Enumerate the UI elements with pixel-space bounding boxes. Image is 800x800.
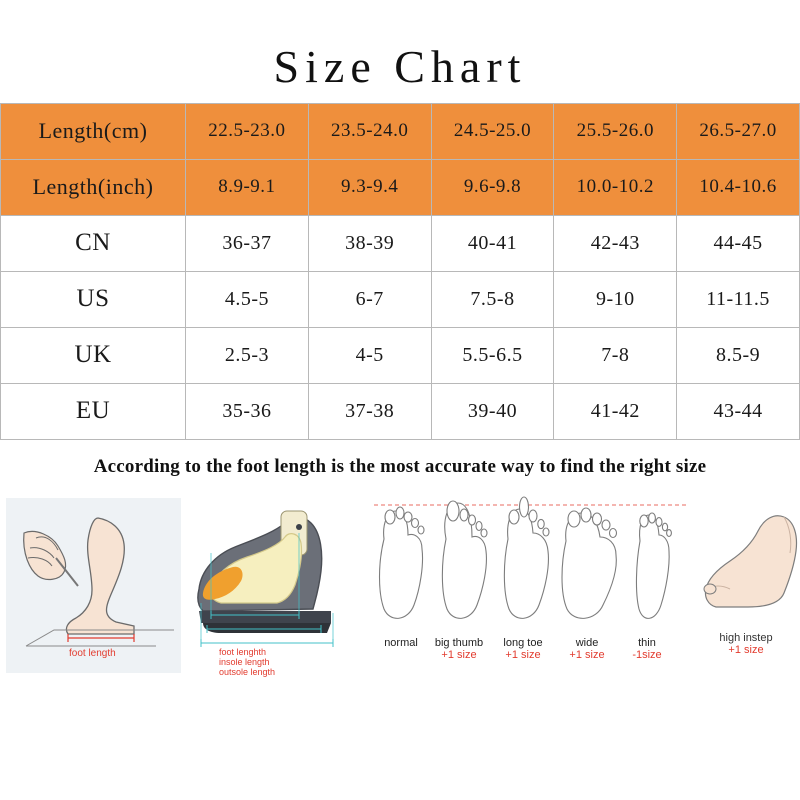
- size-chart-table: [0, 103, 800, 440]
- cell-cn-3: 40-41: [431, 215, 554, 271]
- foot-type-long-toe: [492, 635, 554, 661]
- foot-type-thin-adjust: -1size: [632, 648, 662, 661]
- foot-types-illustration: [366, 493, 696, 693]
- high-instep-icon: [696, 493, 800, 633]
- foot-type-long-toe-label: long toe: [503, 636, 543, 649]
- table-row: [1, 271, 800, 327]
- foot-type-normal-label: normal: [384, 636, 418, 649]
- foot-type-thin-label: thin: [638, 636, 656, 649]
- high-instep-adjust: +1 size: [728, 643, 764, 656]
- cell-length-cm-2: 23.5-24.0: [308, 103, 431, 159]
- row-header-cn: CN: [1, 215, 186, 271]
- high-instep-illustration: [696, 493, 796, 673]
- cell-uk-3: 5.5-6.5: [431, 327, 554, 383]
- cell-cn-4: 42-43: [554, 215, 677, 271]
- row-header-us: US: [1, 271, 186, 327]
- shoe-label-outsole-length: outsole length: [219, 666, 276, 677]
- foot-type-long-toe-adjust: +1 size: [505, 648, 541, 661]
- foot-types-icon: [366, 493, 696, 643]
- cell-length-inch-1: 8.9-9.1: [186, 159, 309, 215]
- table-row: [1, 103, 800, 159]
- illustrations-row: [0, 488, 800, 718]
- cell-length-inch-4: 10.0-10.2: [554, 159, 677, 215]
- cell-eu-3: 39-40: [431, 383, 554, 439]
- cell-us-2: 6-7: [308, 271, 431, 327]
- foot-type-thin: [616, 635, 678, 661]
- page-title: Size Chart: [273, 41, 527, 92]
- foot-length-diagram-icon: [6, 498, 181, 673]
- cell-cn-5: 44-45: [677, 215, 800, 271]
- cell-length-inch-2: 9.3-9.4: [308, 159, 431, 215]
- cell-eu-4: 41-42: [554, 383, 677, 439]
- cell-length-cm-1: 22.5-23.0: [186, 103, 309, 159]
- table-row: [1, 383, 800, 439]
- row-header-uk: UK: [1, 327, 186, 383]
- foot-length-illustration: [6, 498, 181, 673]
- high-instep-label: high instep: [719, 631, 773, 644]
- cell-eu-1: 35-36: [186, 383, 309, 439]
- foot-type-big-thumb-adjust: +1 size: [441, 648, 477, 661]
- table-row: [1, 327, 800, 383]
- cell-length-inch-5: 10.4-10.6: [677, 159, 800, 215]
- table-row: [1, 215, 800, 271]
- row-header-eu: EU: [1, 383, 186, 439]
- cell-length-cm-4: 25.5-26.0: [554, 103, 677, 159]
- shoe-label-foot-length: foot lenghth: [219, 646, 267, 657]
- cell-uk-1: 2.5-3: [186, 327, 309, 383]
- row-header-length-inch: Length(inch): [1, 159, 186, 215]
- shoe-label-insole-length: insole length: [219, 656, 270, 667]
- cell-us-5: 11-11.5: [677, 271, 800, 327]
- cell-length-inch-3: 9.6-9.8: [431, 159, 554, 215]
- cell-eu-5: 43-44: [677, 383, 800, 439]
- foot-type-big-thumb-label: big thumb: [434, 636, 484, 649]
- shoe-cross-section-illustration: [181, 493, 366, 678]
- foot-length-caption: foot length: [69, 647, 116, 659]
- row-header-length-cm: Length(cm): [1, 103, 186, 159]
- cell-us-3: 7.5-8: [431, 271, 554, 327]
- table-row: [1, 159, 800, 215]
- foot-type-wide-adjust: +1 size: [569, 648, 605, 661]
- cell-cn-1: 36-37: [186, 215, 309, 271]
- shoe-diagram-icon: [181, 493, 371, 683]
- foot-type-wide-label: wide: [575, 636, 599, 649]
- foot-type-normal: [370, 635, 432, 649]
- cell-cn-2: 38-39: [308, 215, 431, 271]
- cell-length-cm-5: 26.5-27.0: [677, 103, 800, 159]
- cell-uk-2: 4-5: [308, 327, 431, 383]
- foot-type-big-thumb: [428, 635, 490, 661]
- cell-eu-2: 37-38: [308, 383, 431, 439]
- cell-us-4: 9-10: [554, 271, 677, 327]
- cell-us-1: 4.5-5: [186, 271, 309, 327]
- cell-uk-4: 7-8: [554, 327, 677, 383]
- measurement-note: According to the foot length is the most accurate way to find the right size: [93, 455, 707, 477]
- foot-type-wide: [556, 635, 618, 661]
- cell-uk-5: 8.5-9: [677, 327, 800, 383]
- cell-length-cm-3: 24.5-25.0: [431, 103, 554, 159]
